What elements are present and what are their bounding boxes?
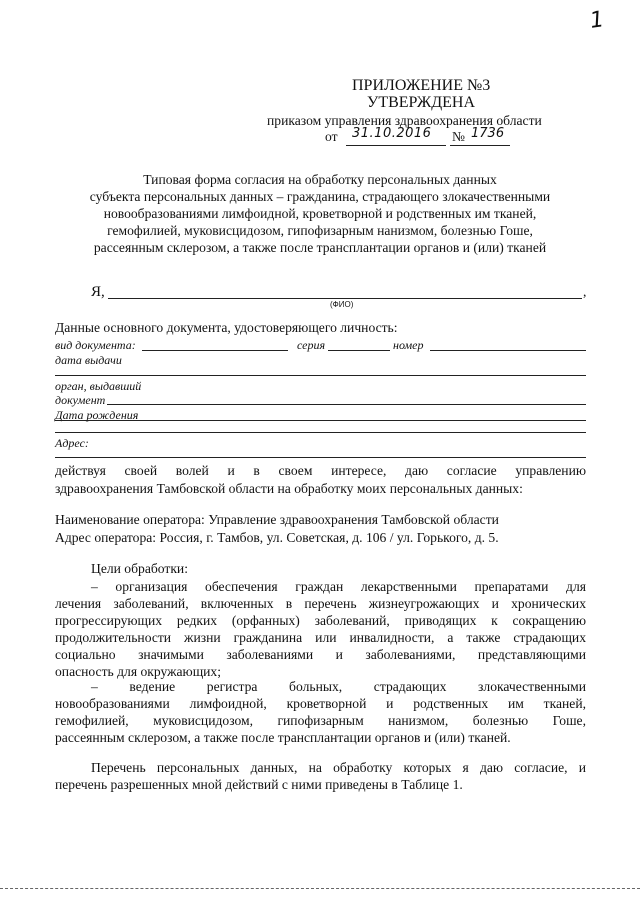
order-from-label: от [325, 129, 338, 144]
subject-i-label: Я, [91, 284, 105, 300]
issue-date-label: дата выдачи [55, 353, 122, 367]
operator-name: Наименование оператора: Управление здравоохранения Тамбовской области [55, 512, 499, 527]
purposes-heading: Цели обработки: [91, 561, 188, 576]
series-label: серия [297, 338, 326, 352]
number-label: номер [393, 338, 424, 352]
order-number-underline [450, 145, 510, 146]
closing-line-1: Перечень персональных данных, на обработку которых я даю согласие, и [91, 760, 586, 775]
purpose1-line-2: лечения заболеваний, включенных в перечень жизнеугрожающих и хронических [55, 596, 586, 611]
fio-input-line[interactable] [108, 298, 582, 299]
purpose1-line-3: прогрессирующих редких (орфанных) заболеваний, приводящих к сокращению [55, 613, 586, 628]
subject-comma: , [583, 284, 587, 299]
address-top-line [55, 432, 586, 433]
identity-heading: Данные основного документа, удостоверяющего личность: [55, 320, 398, 335]
consent-line-2: здравоохранения Тамбовской области на обработку моих персональных данных: [55, 481, 523, 496]
doc-type-input-line[interactable] [142, 350, 288, 351]
purpose1-line-5: социально значимыми заболеваниями и заболеваниями, представляющими [55, 647, 586, 662]
purpose2-line-3: гемофилией, муковисцидозом, гипофизарным нанизмом, болезнью Гоше, [55, 713, 586, 728]
scan-edge-line [0, 888, 640, 889]
doc-type-label: вид документа: [55, 338, 136, 352]
order-number: 1736 [471, 126, 505, 141]
series-input-line[interactable] [328, 350, 390, 351]
purpose1-line-6: опасность для окружающих; [55, 664, 222, 679]
purpose2-line-2: новообразованиями лимфоидной, кроветворной и родственных им тканей, [55, 696, 586, 711]
form-title-line-5: рассеянным склерозом, а также после трансплантации органов и (или) тканей [93, 240, 547, 255]
order-date: 31.10.2016 [352, 126, 432, 141]
issue-date-input-line[interactable] [55, 375, 586, 376]
purpose2-line-1: – ведение регистра больных, страдающих злокачественными [91, 679, 586, 694]
appendix-title: ПРИЛОЖЕНИЕ №3 [352, 77, 491, 94]
operator-address: Адрес оператора: Россия, г. Тамбов, ул. Советская, д. 106 / ул. Горького, д. 5. [55, 530, 499, 545]
page-number: 1 [588, 7, 606, 34]
consent-line-1: действуя своей волей и в своем интересе, даю согласие управлению [55, 463, 586, 478]
purpose2-line-4: рассеянным склерозом, а также после трансплантации органов и (или) тканей. [55, 730, 511, 745]
form-title-line-2: субъекта персональных данных – гражданина, страдающего злокачественными [89, 189, 551, 204]
birth-date-input-line[interactable] [55, 420, 586, 421]
number-input-line[interactable] [430, 350, 586, 351]
address-label: Адрес: [55, 436, 89, 450]
issuer-label-2: документ [55, 393, 106, 407]
fio-caption: (ФИО) [330, 300, 354, 309]
form-title-line-3: новообразованиями лимфоидной, кроветворной и родственных им тканей, [103, 206, 537, 221]
address-input-line[interactable] [55, 457, 586, 458]
approved-title: УТВЕРЖДЕНА [367, 94, 476, 111]
order-number-label: № [452, 129, 465, 144]
form-title-line-1: Типовая форма согласия на обработку персональных данных [143, 172, 497, 187]
purpose1-line-1: – организация обеспечения граждан лекарственными препаратами для [91, 579, 586, 594]
issuer-label-1: орган, выдавший [55, 379, 142, 393]
issuer-input-line[interactable] [107, 404, 586, 405]
birth-date-label: Дата рождения [55, 408, 139, 422]
closing-line-2: перечень разрешенных мной действий с ними приведены в Таблице 1. [55, 777, 463, 792]
purpose1-line-4: продолжительности жизни гражданина или инвалидности, а также страдающих [55, 630, 586, 645]
form-title-line-4: гемофилией, муковисцидозом, гипофизарным нанизмом, болезнью Гоше, [107, 223, 533, 238]
order-line: приказом управления здравоохранения области [267, 113, 542, 128]
order-date-underline [346, 145, 446, 146]
